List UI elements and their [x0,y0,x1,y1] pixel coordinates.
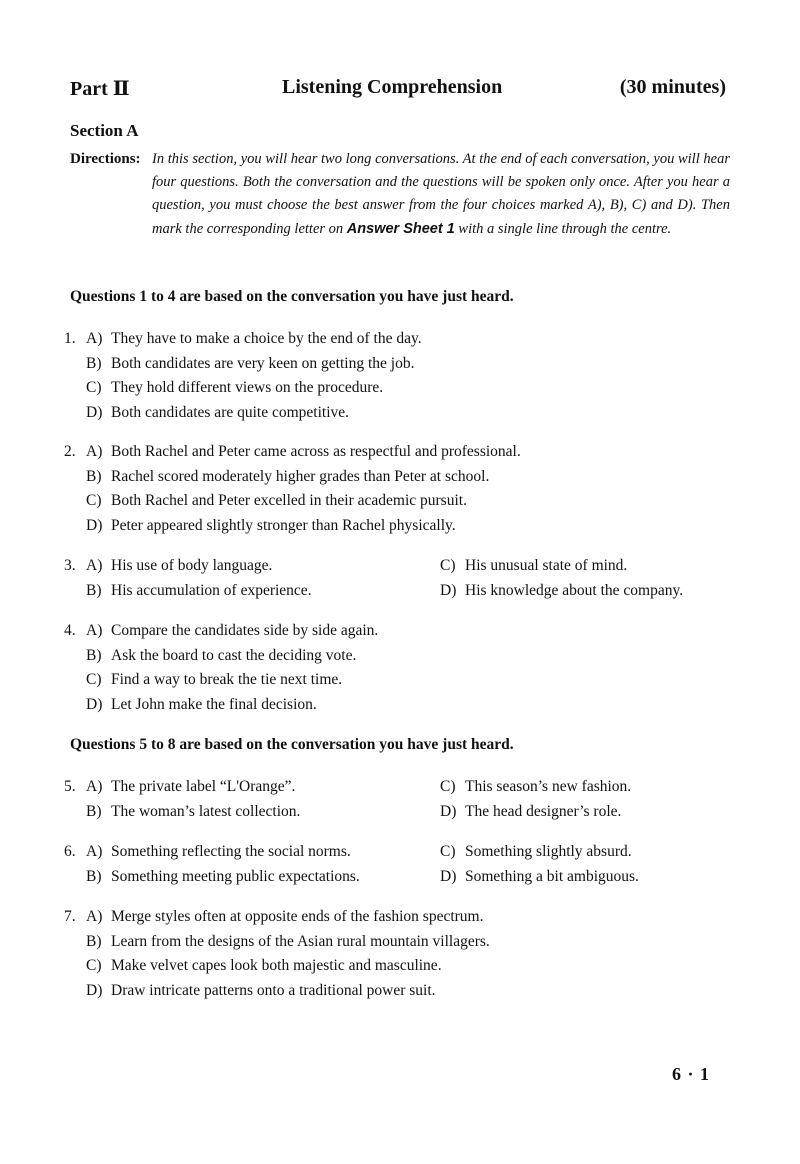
option-row [64,404,744,429]
option-row [64,582,744,607]
option-text: His accumulation of experience. [111,581,312,599]
directions-text [152,148,730,241]
option-d[interactable] [440,868,639,886]
option-letter: A) [86,843,103,860]
option-letter: D) [440,581,457,599]
option-text: The head designer’s role. [465,802,622,820]
option-b[interactable] [86,647,356,665]
option-letter: C) [86,492,102,509]
option-letter: D) [86,516,103,534]
option-letter: B) [86,467,102,485]
question-number: 6. [64,843,76,860]
option-letter: C) [440,843,456,860]
option-row [64,647,744,672]
option-text: Something reflecting the social norms. [111,843,351,860]
question-number: 7. [64,908,76,925]
option-row [64,696,744,721]
directions-label: Directions: [70,151,141,167]
question-2 [64,443,744,541]
option-row [64,468,744,493]
option-text: Both Rachel and Peter came across as respectful and professional. [111,443,521,460]
option-text: They have to make a choice by the end of the day. [111,330,422,347]
page-number: 6 · 1 [672,1064,711,1084]
question-number: 1. [64,330,76,347]
question-4 [64,622,744,720]
option-text: Merge styles often at opposite ends of the fashion spectrum. [111,908,484,925]
option-a[interactable] [86,908,484,926]
option-row [64,868,744,893]
option-row [64,492,744,517]
option-row [64,379,744,404]
option-d[interactable] [86,696,317,714]
option-letter: D) [440,867,457,885]
directions-body: In this section, you will hear two long conversations. At the end of each conversation, you will hear four questions. Both the conversation and the questions will be spoken only once. After you hear a question, you must choose the best answer from the four choices marked A), B), C) and D). Then mark the corresponding letter on [152,151,730,237]
question-5 [64,778,744,827]
option-text: Make velvet capes look both majestic and masculine. [111,957,442,974]
option-text: Learn from the designs of the Asian rural mountain villagers. [111,932,490,950]
option-c[interactable] [86,379,383,397]
option-letter: A) [86,622,103,639]
option-text: Something slightly absurd. [465,843,632,860]
option-row [64,330,744,355]
option-text: They hold different views on the procedure. [111,379,384,396]
option-text: Rachel scored moderately higher grades than Peter at school. [111,467,490,485]
option-letter: D) [440,802,457,820]
option-letter: B) [86,867,102,885]
option-d[interactable] [86,982,436,1000]
option-d[interactable] [440,582,683,600]
option-c[interactable] [86,492,467,510]
option-row [64,517,744,542]
option-letter: B) [86,646,102,664]
option-letter: A) [86,908,103,925]
option-b[interactable] [86,468,489,486]
option-a[interactable] [86,330,422,348]
option-a[interactable] [86,622,378,640]
option-c[interactable] [86,671,342,689]
option-a[interactable] [86,778,295,796]
option-text: Peter appeared slightly stronger than Rachel physically. [111,516,456,534]
question-7 [64,908,744,1006]
option-row [64,443,744,468]
option-d[interactable] [86,517,456,535]
option-letter: B) [86,932,102,950]
question-1 [64,330,744,428]
option-a[interactable] [86,843,351,861]
option-letter: A) [86,443,103,460]
time-allotted: (30 minutes) [619,76,726,98]
option-row [64,557,744,582]
option-text: Compare the candidates side by side again. [111,622,379,639]
part-label: Part Ⅱ [70,78,130,100]
option-text: This season’s new fashion. [465,778,632,795]
option-row [64,803,744,828]
option-text: Both candidates are quite competitive. [111,403,350,421]
option-letter: C) [440,557,456,574]
option-letter: C) [440,778,456,795]
option-text: His use of body language. [111,557,273,574]
answer-sheet-name: Answer Sheet 1 [346,220,455,237]
question-group-heading: Questions 5 to 8 are based on the conversation you have just heard. [70,736,514,753]
option-letter: B) [86,354,102,372]
option-row [64,622,744,647]
option-row [64,355,744,380]
option-c[interactable] [440,778,631,796]
option-letter: D) [86,403,103,421]
option-letter: C) [86,671,102,688]
question-group-heading: Questions 1 to 4 are based on the conversation you have just heard. [70,288,514,305]
option-text: The private label “L'Orange”. [111,778,296,795]
option-text: His unusual state of mind. [465,557,628,574]
option-b[interactable] [86,933,490,951]
part-header [70,76,730,104]
option-text: Draw intricate patterns onto a traditional power suit. [111,981,436,999]
option-c[interactable] [440,843,632,861]
option-letter: A) [86,557,103,574]
option-row [64,843,744,868]
option-c[interactable] [86,957,442,975]
option-text: The woman’s latest collection. [111,802,301,820]
option-a[interactable] [86,443,521,461]
option-letter: D) [86,695,103,713]
option-text: Something meeting public expectations. [111,867,360,885]
option-letter: B) [86,581,102,599]
directions-tail: with a single line through the centre. [458,220,672,237]
option-d[interactable] [440,803,621,821]
option-letter: D) [86,981,103,999]
option-text: Both Rachel and Peter excelled in their academic pursuit. [111,492,467,509]
question-number: 5. [64,778,76,795]
option-row [64,957,744,982]
option-b[interactable] [86,803,300,821]
option-text: Ask the board to cast the deciding vote. [111,646,357,664]
part-title: Listening Comprehension [282,76,503,98]
option-letter: A) [86,778,103,795]
option-row [64,908,744,933]
option-text: Let John make the final decision. [111,695,317,713]
option-text: Find a way to break the tie next time. [111,671,343,688]
option-row [64,778,744,803]
question-3 [64,557,744,606]
option-row [64,933,744,958]
option-a[interactable] [86,557,272,575]
section-title: Section A [70,121,139,140]
question-number: 4. [64,622,76,639]
option-b[interactable] [86,868,360,886]
option-letter: B) [86,802,102,820]
option-row [64,982,744,1007]
question-number: 2. [64,443,76,460]
option-d[interactable] [86,404,349,422]
option-row [64,671,744,696]
option-letter: C) [86,379,102,396]
question-6 [64,843,744,892]
option-text: Something a bit ambiguous. [465,867,639,885]
option-text: His knowledge about the company. [465,581,684,599]
option-b[interactable] [86,355,414,373]
question-number: 3. [64,557,76,574]
option-c[interactable] [440,557,627,575]
option-letter: C) [86,957,102,974]
option-letter: A) [86,330,103,347]
option-b[interactable] [86,582,312,600]
option-text: Both candidates are very keen on getting the job. [111,354,415,372]
